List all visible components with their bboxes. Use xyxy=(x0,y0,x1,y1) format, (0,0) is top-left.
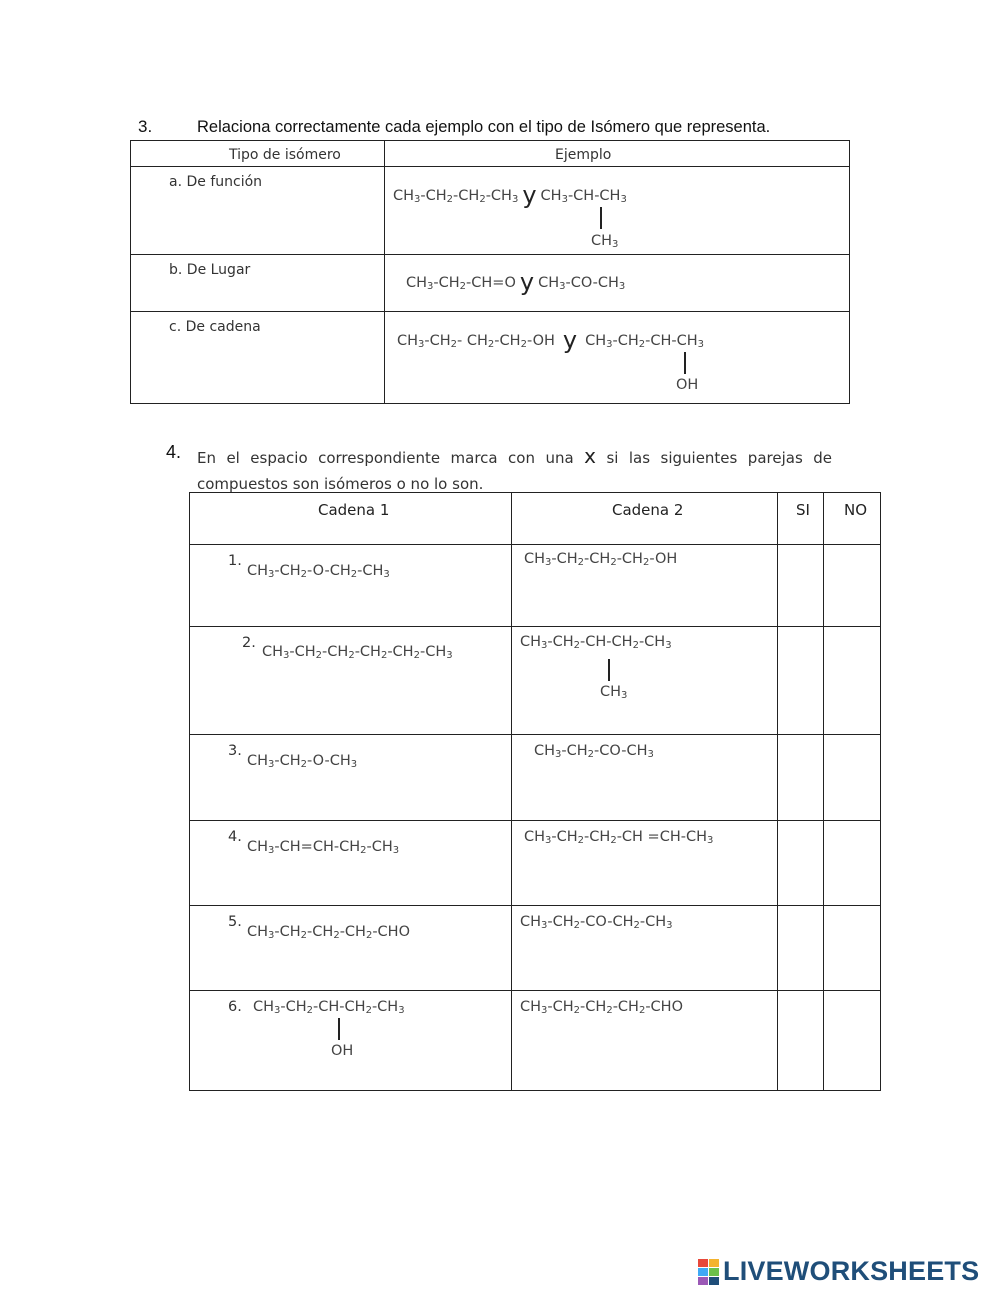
instruction-part-2: si las siguientes parejas de compuestos son isómeros o no lo son. xyxy=(197,449,832,493)
branch-ch3: $CH_3$ xyxy=(600,684,628,701)
header-si: SI xyxy=(796,501,810,519)
branch-oh: OH xyxy=(676,377,699,393)
mark-x: x xyxy=(584,444,596,468)
connector-y: y xyxy=(562,326,578,354)
no-answer-cell[interactable] xyxy=(824,627,881,735)
chain-1-formula: $CH_3-CH_2-CH_2-CH_2-CH_2-CH_3$ xyxy=(262,644,453,661)
table-row xyxy=(190,991,881,1091)
example-formula: $CH_3-CH_2-CH=O$ y $CH_3-CO-CH_3$ xyxy=(406,268,626,296)
example-formula: $CH_3-CH_2-$ $CH_2-CH_2-OH$ y $CH_3-CH_2-CH-CH_3$ xyxy=(397,326,705,354)
si-answer-cell[interactable] xyxy=(778,906,824,991)
table-row xyxy=(190,735,881,821)
isomer-row-chain xyxy=(131,312,850,404)
chain-1-formula: $CH_3-CH=CH-CH_2-CH_3$ xyxy=(247,839,400,856)
isomer-row-function xyxy=(131,167,850,255)
no-answer-cell[interactable] xyxy=(824,991,881,1091)
isomer-type-label: c. De cadena xyxy=(169,319,261,335)
table-row xyxy=(190,627,881,735)
isomer-type-table xyxy=(130,140,850,404)
check-table-header xyxy=(190,493,881,545)
header-chain-2: Cadena 2 xyxy=(612,501,684,519)
logo-icon xyxy=(698,1259,720,1285)
branch-oh: OH xyxy=(331,1043,354,1059)
isomer-table-header xyxy=(131,141,850,167)
question-3-instruction: Relaciona correctamente cada ejemplo con el tipo de Isómero que representa. xyxy=(197,118,771,136)
row-number: 4. xyxy=(228,829,242,845)
isomer-type-label: b. De Lugar xyxy=(169,262,251,278)
header-chain-1: Cadena 1 xyxy=(318,501,390,519)
si-answer-cell[interactable] xyxy=(778,735,824,821)
instruction-part-1: En el espacio correspondiente marca con una xyxy=(197,449,574,467)
chain-2-formula: $CH_3-CH_2-CO-CH_2-CH_3$ xyxy=(520,914,673,931)
si-answer-cell[interactable] xyxy=(778,627,824,735)
bond-line xyxy=(608,659,610,681)
chain-2-formula: $CH_3-CH_2-CH_2-CH_2$-CHO xyxy=(520,999,684,1016)
row-number: 3. xyxy=(228,743,242,759)
bond-line xyxy=(600,207,602,229)
chain-2-formula: $CH_3-CH_2-CH_2-CH_2-OH$ xyxy=(524,551,678,568)
bond-line xyxy=(684,352,686,374)
question-4-number: 4. xyxy=(166,442,182,462)
no-answer-cell[interactable] xyxy=(824,735,881,821)
table-row xyxy=(190,821,881,906)
chain-1-formula: $CH_3-CH_2-O-CH_3$ xyxy=(247,753,358,770)
isomer-row-position xyxy=(131,255,850,312)
chain-2-formula: $CH_3-CH_2-CH-CH_2-CH_3$ xyxy=(520,634,672,651)
si-answer-cell[interactable] xyxy=(778,545,824,627)
table-row xyxy=(190,906,881,991)
connector-y: y xyxy=(522,181,537,209)
row-number: 2. xyxy=(242,635,256,651)
chain-2-formula: $CH_3-CH_2-CH_2-CH =CH-CH_3$ xyxy=(524,829,714,846)
isomer-check-table xyxy=(189,492,881,1091)
question-4-instruction xyxy=(197,443,832,497)
logo-blocks-icon xyxy=(698,1259,720,1285)
si-answer-cell[interactable] xyxy=(778,991,824,1091)
question-3-number: 3. xyxy=(138,117,153,136)
connector-y: y xyxy=(519,268,535,296)
bond-line xyxy=(338,1018,340,1040)
row-number: 6. xyxy=(228,999,242,1015)
no-answer-cell[interactable] xyxy=(824,906,881,991)
header-isomer-type: Tipo de isómero xyxy=(229,147,341,163)
example-formula: $CH_3-CH_2-CH_2-CH_3$ y $CH_3-CH-CH_3$ xyxy=(393,181,627,209)
chain-2-formula: $CH_3-CH_2-CO-CH_3$ xyxy=(534,743,654,760)
row-number: 5. xyxy=(228,914,242,930)
chain-1-formula: $CH_3-CH_2-O-CH_2-CH_3$ xyxy=(247,563,390,580)
isomer-type-label: a. De función xyxy=(169,174,263,190)
header-example: Ejemplo xyxy=(555,147,612,163)
liveworksheets-logo xyxy=(698,1256,979,1287)
logo-text: LIVEWORKSHEETS xyxy=(723,1256,980,1286)
chain-1-formula: $CH_3-CH_2-CH-CH_2-CH_3$ xyxy=(253,999,405,1016)
chain-1-formula: $CH_3-CH_2-CH_2-CH_2$-CHO xyxy=(247,924,411,941)
header-no: NO xyxy=(844,501,868,519)
row-number: 1. xyxy=(228,553,242,569)
no-answer-cell[interactable] xyxy=(824,545,881,627)
table-row xyxy=(190,545,881,627)
si-answer-cell[interactable] xyxy=(778,821,824,906)
no-answer-cell[interactable] xyxy=(824,821,881,906)
branch-ch3: $CH_3$ xyxy=(591,233,619,250)
